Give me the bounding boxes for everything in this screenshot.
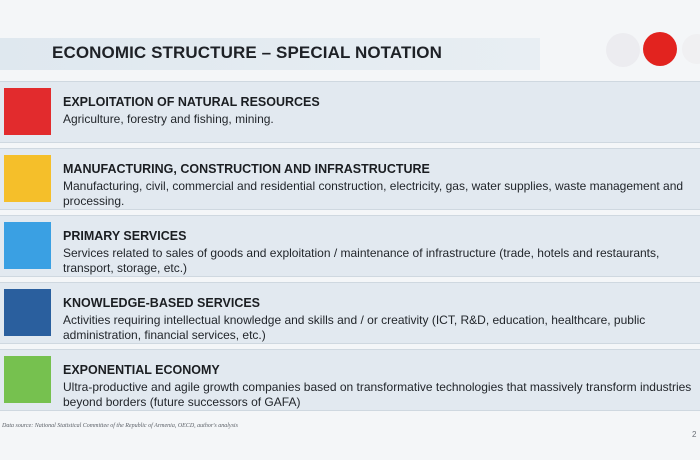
source-note: Data source: National Statistical Committee of the Republic of Armenia, OECD, author's analysis — [2, 423, 238, 429]
row-description: Ultra-productive and agile growth companies based on transformative technologies that massively transform industries beyond borders (future successors of GAFA) — [63, 380, 692, 409]
color-swatch — [4, 155, 51, 202]
notation-row-manufacturing — [0, 148, 700, 210]
row-description: Agriculture, forestry and fishing, mining. — [63, 112, 274, 126]
faint-dot-icon — [606, 33, 640, 67]
color-swatch — [4, 356, 51, 403]
notation-row-natural-resources — [0, 81, 700, 143]
red-dot-icon — [643, 32, 677, 66]
row-description: Services related to sales of goods and exploitation / maintenance of infrastructure (trade, hotels and restaurants, transport, storage, etc.) — [63, 246, 660, 275]
row-title: PRIMARY SERVICES — [63, 229, 187, 243]
row-title: EXPLOITATION OF NATURAL RESOURCES — [63, 95, 320, 109]
color-swatch — [4, 289, 51, 336]
page-number: 2 — [692, 430, 697, 439]
row-title: MANUFACTURING, CONSTRUCTION AND INFRASTRUCTURE — [63, 162, 430, 176]
notation-row-primary-services — [0, 215, 700, 277]
row-title: KNOWLEDGE-BASED SERVICES — [63, 296, 261, 310]
notation-row-exponential-economy — [0, 349, 700, 411]
notation-row-knowledge-services — [0, 282, 700, 344]
ghost-dot-icon — [682, 34, 700, 64]
page-title: ECONOMIC STRUCTURE – SPECIAL NOTATION — [52, 43, 442, 62]
color-swatch — [4, 222, 51, 269]
color-swatch — [4, 88, 51, 135]
row-description: Activities requiring intellectual knowledge and skills and / or creativity (ICT, R&D, education, healthcare, public administration, financial services, etc.) — [63, 313, 646, 342]
row-description: Manufacturing, civil, commercial and residential construction, electricity, gas, water supplies, waste management and processing. — [63, 179, 684, 208]
row-title: EXPONENTIAL ECONOMY — [63, 363, 220, 377]
